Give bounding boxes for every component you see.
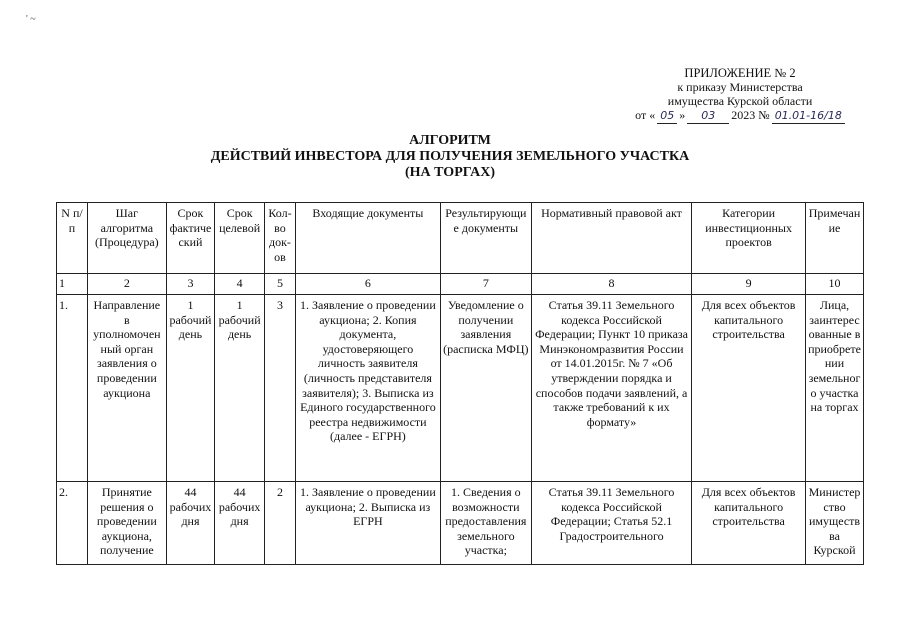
note-cell: Лица, заинтересованные в приобретении земельного участка на торгах xyxy=(806,295,864,482)
note-cell: Министерство имуществ ва Курской xyxy=(806,482,864,565)
target-term-cell: 44 рабочих дня xyxy=(215,482,265,565)
column-number-cell: 1 xyxy=(57,274,88,295)
category-cell: Для всех объектов капитального строительства xyxy=(692,482,806,565)
table-row xyxy=(57,482,864,565)
scan-marks: ' ~ xyxy=(26,14,36,25)
header-cell: Срок фактический xyxy=(166,203,215,274)
column-number-cell: 5 xyxy=(264,274,295,295)
column-number-cell: 7 xyxy=(440,274,531,295)
header-cell: Нормативный правовой акт xyxy=(531,203,691,274)
result-docs-cell: 1. Сведения о возможности предоставления земельного участка; xyxy=(440,482,531,565)
appendix-ministry-line: имущества Курской области xyxy=(667,94,813,108)
title-line-3: (НА ТОРГАХ) xyxy=(404,165,496,180)
date-number: 01.01-16/18 xyxy=(772,109,845,124)
column-number-row xyxy=(57,274,864,295)
date-prefix: от « xyxy=(635,108,656,122)
actual-term-cell: 44 рабочих дня xyxy=(166,482,215,565)
step-cell: Направление в уполномоченный орган заявления о проведении аукциона xyxy=(88,295,167,482)
target-term-cell: 1 рабочий день xyxy=(215,295,265,482)
incoming-docs-cell: 1. Заявление о проведении аукциона; 2. Копия документа, удостоверяющего личность заявителя (личность представителя заявителя); 3. Выписка из Единого государственного реестра недвижимости (далее - ЕГРН) xyxy=(295,295,440,482)
document-title xyxy=(0,133,900,181)
legal-act-cell: Статья 39.11 Земельного кодекса Российской Федерации; Пункт 10 приказа Минэкономразвития России от 14.01.2015г. № 7 «Об утверждении порядка и способов подачи заявлений, а также требований к их формату» xyxy=(531,295,691,482)
date-year: 2023 № xyxy=(731,108,770,122)
table-header-row xyxy=(57,203,864,274)
header-cell: Входящие документы xyxy=(295,203,440,274)
category-cell: Для всех объектов капитального строительства xyxy=(692,295,806,482)
result-docs-cell: Уведомление о получении заявления (расписка МФЦ) xyxy=(440,295,531,482)
appendix-date-line xyxy=(620,108,860,124)
appendix-block xyxy=(620,66,860,124)
header-cell: Категории инвестиционных проектов xyxy=(692,203,806,274)
table-row xyxy=(57,295,864,482)
header-cell: Примечание xyxy=(806,203,864,274)
column-number-cell: 9 xyxy=(692,274,806,295)
column-number-cell: 10 xyxy=(806,274,864,295)
header-cell: Шаг алгоритма (Процедура) xyxy=(88,203,167,274)
column-number-cell: 3 xyxy=(166,274,215,295)
algorithm-table xyxy=(56,202,864,565)
header-cell: N п/п xyxy=(57,203,88,274)
appendix-order-line: к приказу Министерства xyxy=(677,80,803,94)
column-number-cell: 4 xyxy=(215,274,265,295)
actual-term-cell: 1 рабочий день xyxy=(166,295,215,482)
incoming-docs-cell: 1. Заявление о проведении аукциона; 2. Выписка из ЕГРН xyxy=(295,482,440,565)
doc-count-cell: 2 xyxy=(264,482,295,565)
title-line-2: ДЕЙСТВИЙ ИНВЕСТОРА ДЛЯ ПОЛУЧЕНИЯ ЗЕМЕЛЬНОГО УЧАСТКА xyxy=(210,149,690,164)
doc-count-cell: 3 xyxy=(264,295,295,482)
legal-act-cell: Статья 39.11 Земельного кодекса Российской Федерации; Статья 52.1 Градостроительного xyxy=(531,482,691,565)
header-cell: Результирующие документы xyxy=(440,203,531,274)
header-cell: Срок целевой xyxy=(215,203,265,274)
date-day: 05 xyxy=(657,109,677,124)
row-number: 2. xyxy=(57,482,88,565)
step-cell: Принятие решения о проведении аукциона, получение xyxy=(88,482,167,565)
date-month: 03 xyxy=(687,109,729,124)
header-cell: Кол-во док-ов xyxy=(264,203,295,274)
column-number-cell: 6 xyxy=(295,274,440,295)
date-mid: » xyxy=(679,108,686,122)
title-line-1: АЛГОРИТМ xyxy=(409,133,491,148)
row-number: 1. xyxy=(57,295,88,482)
column-number-cell: 8 xyxy=(531,274,691,295)
column-number-cell: 2 xyxy=(88,274,167,295)
appendix-title: ПРИЛОЖЕНИЕ № 2 xyxy=(684,66,796,80)
